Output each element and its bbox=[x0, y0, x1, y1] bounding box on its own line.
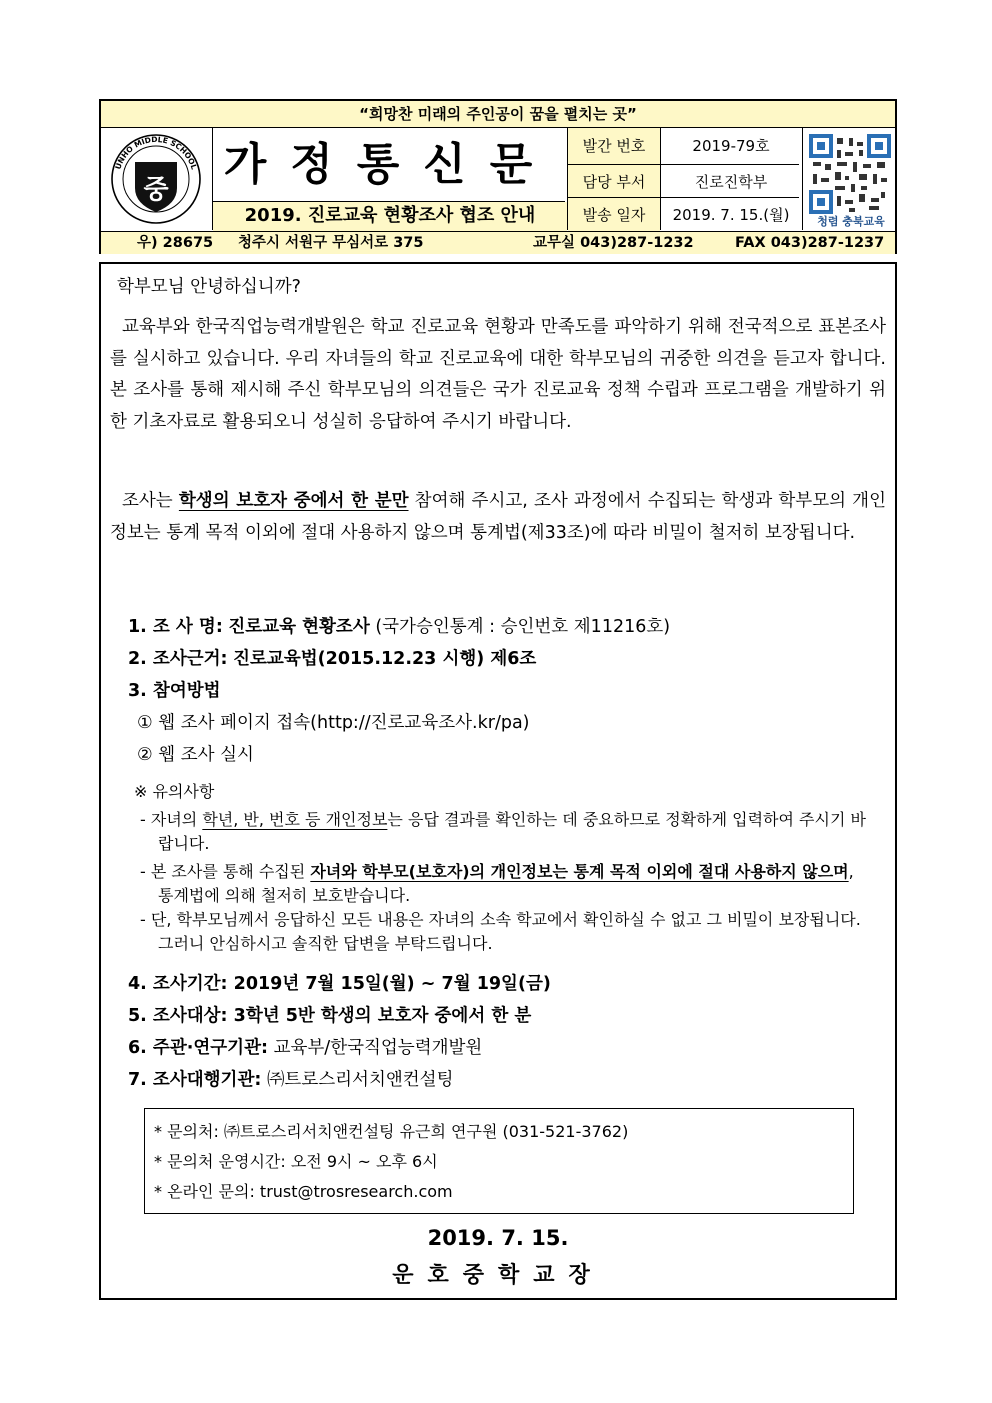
office-phone: 교무실 043)287-1232 bbox=[533, 235, 694, 251]
logo-ring-text: UNHO MIDDLE SCHOOL bbox=[113, 134, 199, 171]
inquiry-hours: * 문의처 운영시간: 오전 9시 ~ 오후 6시 bbox=[154, 1152, 438, 1171]
privacy-paragraph: 조사는 학생의 보호자 중에서 한 분만 참여해 주시고, 조사 과정에서 수집되는 학생과 학부모의 개인정보는 통계 목적 이외에 절대 사용하지 않으며 통계법(제33조)에 따라 비밀이 철저히 보장됩니다. bbox=[110, 491, 886, 543]
letter-body bbox=[99, 262, 897, 1300]
meta-label-issue-no: 발간 번호 bbox=[582, 137, 646, 155]
single-guardian-emphasis: 학생의 보호자 중에서 한 분만 bbox=[178, 491, 409, 511]
item-agency: 7. 조사대행기관: ㈜트로스리서치앤컨설팅 bbox=[128, 1070, 454, 1090]
postal-code: 우) 28675 bbox=[137, 235, 214, 251]
school-motto: “희망찬 미래의 주인공이 꿈을 펼치는 곳” bbox=[359, 105, 637, 123]
document-title: 가정통신문 bbox=[223, 139, 557, 190]
document-subtitle: 2019. 진로교육 현황조사 협조 안내 bbox=[244, 205, 536, 226]
step-web-survey: ② 웹 조사 실시 bbox=[137, 745, 254, 765]
inquiry-box bbox=[144, 1108, 854, 1214]
school-logo bbox=[101, 128, 212, 231]
fax-number: FAX 043)287-1237 bbox=[735, 235, 885, 251]
note-1: - 자녀의 학년, 반, 번호 등 개인정보는 응답 결과를 확인하는 데 중요하므로 정확하게 입력하여 주시기 바랍니다. bbox=[140, 810, 866, 853]
step-web-access: ① 웹 조사 페이지 접속(http://진로교육조사.kr/pa) bbox=[137, 713, 530, 733]
item-survey-name: 1. 조 사 명: 진로교육 현황조사 (국가승인통계 : 승인번호 제11216호) bbox=[128, 617, 671, 637]
meta-label-send-date: 발송 일자 bbox=[582, 206, 646, 224]
intro-paragraph: 교육부와 한국직업능력개발원은 학교 진로교육 현황과 만족도를 파악하기 위해 전국적으로 표본조사를 실시하고 있습니다. 우리 자녀들의 학교 진로교육에 대한 학부모님의 귀중한 의견을 듣고자 합니다. 본 조사를 통해 제시해 주신 학부모님의 의견들은 국가 진로교육 정책 수립과 프로그램을 개발하기 위한 기초자료로 활용되오니 성실히 응답하여 주시기 바랍니다. bbox=[110, 317, 886, 432]
letterhead bbox=[99, 99, 897, 254]
meta-label-department: 담당 부서 bbox=[582, 173, 646, 191]
meta-value-issue-no: 2019-79호 bbox=[692, 137, 770, 155]
item-target: 5. 조사대상: 3학년 5반 학생의 보호자 중에서 한 분 bbox=[128, 1006, 532, 1026]
street-address: 청주시 서원구 무심서로 375 bbox=[238, 235, 424, 251]
item-legal-basis: 2. 조사근거: 진로교육법(2015.12.23 시행) 제6조 bbox=[128, 649, 537, 669]
note-2: - 본 조사를 통해 수집된 자녀와 학부모(보호자)의 개인정보는 통계 목적 이외에 절대 사용하지 않으며, 통계법에 의해 철저히 보호받습니다. bbox=[140, 862, 854, 905]
inquiry-email: * 온라인 문의: trust@trosresearch.com bbox=[154, 1182, 453, 1201]
issue-date: 2019. 7. 15. bbox=[427, 1226, 569, 1250]
principal-signature: 운호중학교장 bbox=[392, 1263, 604, 1288]
logo-char: 중 bbox=[143, 175, 169, 205]
qr-code-icon bbox=[809, 134, 891, 216]
notes-title: ※ 유의사항 bbox=[134, 782, 215, 801]
qr-caption: 청렴 충북교육 bbox=[817, 215, 885, 228]
greeting: 학부모님 안녕하십니까? bbox=[117, 277, 301, 297]
note-3: - 단, 학부모님께서 응답하신 모든 내용은 자녀의 소속 학교에서 확인하실 수 없고 그 비밀이 보장됩니다. 그러니 안심하시고 솔직한 답변을 부탁드립니다. bbox=[140, 910, 861, 953]
item-participation: 3. 참여방법 bbox=[128, 681, 221, 701]
address-bar bbox=[101, 232, 895, 254]
school-emblem-icon bbox=[101, 128, 212, 231]
item-period: 4. 조사기간: 2019년 7월 15일(월) ~ 7월 19일(금) bbox=[128, 974, 551, 994]
inquiry-contact: * 문의처: ㈜트로스리서치앤컨설팅 유근희 연구원 (031-521-3762) bbox=[154, 1122, 629, 1141]
meta-value-send-date: 2019. 7. 15.(월) bbox=[672, 206, 790, 224]
meta-value-department: 진로진학부 bbox=[694, 173, 768, 191]
item-organizer: 6. 주관·연구기관: 교육부/한국직업능력개발원 bbox=[128, 1038, 483, 1058]
